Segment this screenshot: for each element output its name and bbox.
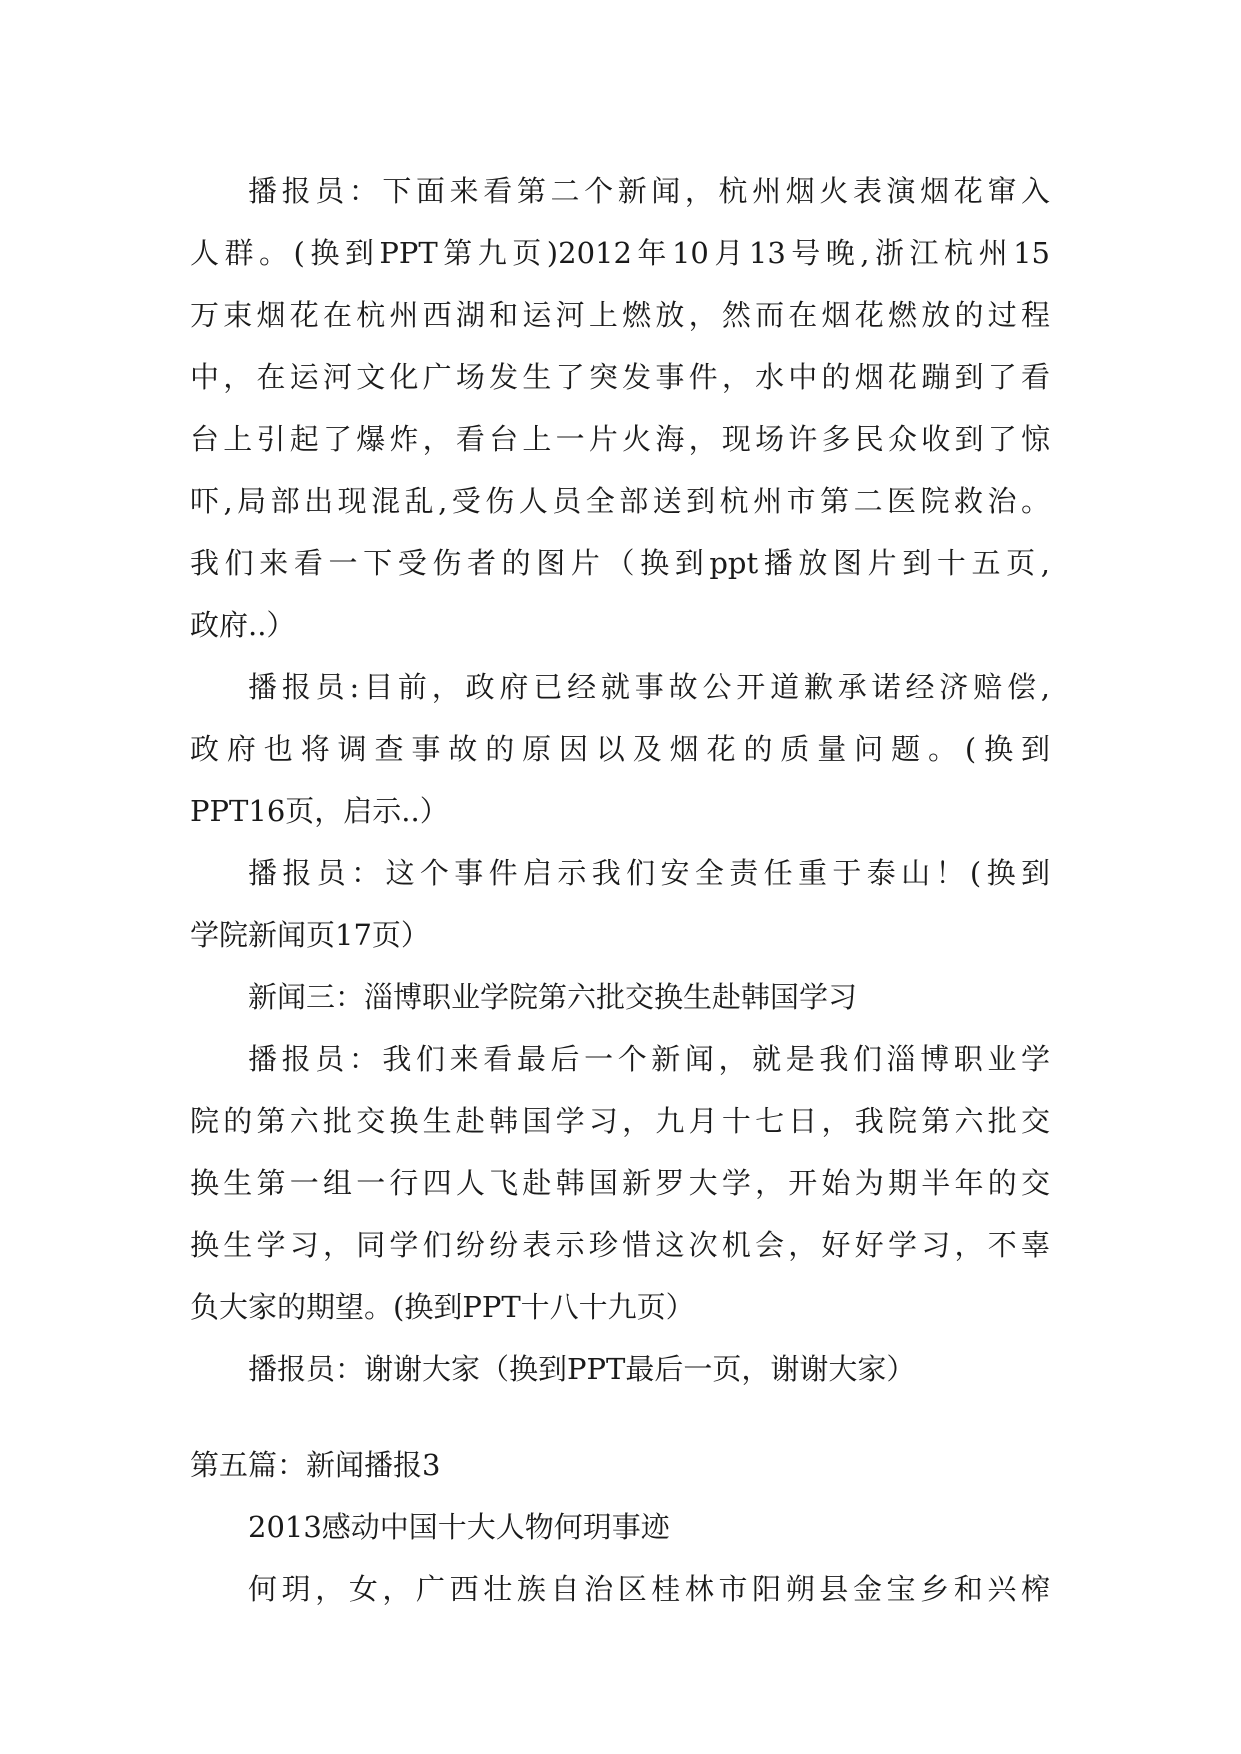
paragraph-section-title [190, 1496, 1050, 1558]
paragraph-government-apology [190, 656, 1050, 842]
paragraph-thanks [190, 1338, 1050, 1400]
paragraph-he-yue-intro [190, 1558, 1050, 1620]
section-gap [190, 1400, 1050, 1434]
text-line: 万束烟花在杭州西湖和运河上燃放，然而在烟花燃放的过程 [190, 298, 1050, 332]
paragraph-fireworks-news [190, 160, 1050, 656]
text-line: 吓,局部出现混乱,受伤人员全部送到杭州市第二医院救治。 [190, 484, 1050, 518]
text-line: 播报员：这个事件启示我们安全责任重于泰山！(换到 [248, 856, 1050, 890]
text-line: 播报员：谢谢大家（换到PPT最后一页，谢谢大家） [248, 1352, 916, 1386]
text-line: 台上引起了爆炸，看台上一片火海，现场许多民众收到了惊 [190, 422, 1050, 456]
text-line: 政府也将调查事故的原因以及烟花的质量问题。(换到 [190, 732, 1050, 766]
text-line: 新闻三：淄博职业学院第六批交换生赴韩国学习 [248, 980, 858, 1014]
text-line: PPT16页，启示..） [190, 794, 449, 828]
paragraph-safety-lesson [190, 842, 1050, 966]
text-line: 播报员：下面来看第二个新闻，杭州烟火表演烟花窜入 [248, 174, 1050, 208]
text-line: 我们来看一下受伤者的图片（换到ppt播放图片到十五页, [190, 546, 1050, 580]
text-line: 中，在运河文化广场发生了突发事件，水中的烟花蹦到了看 [190, 360, 1050, 394]
paragraph-news-three-title [190, 966, 1050, 1028]
text-line: 何玥，女，广西壮族自治区桂林市阳朔县金宝乡和兴榨 [248, 1572, 1050, 1606]
text-line: 人群。(换到PPT第九页)2012年10月13号晚,浙江杭州15 [190, 236, 1050, 270]
text-line: 政府..） [190, 608, 296, 642]
paragraph-exchange-students [190, 1028, 1050, 1338]
text-line: 院的第六批交换生赴韩国学习，九月十七日，我院第六批交 [190, 1104, 1050, 1138]
text-line: 换生第一组一行四人飞赴韩国新罗大学，开始为期半年的交 [190, 1166, 1050, 1200]
text-line: 负大家的期望。(换到PPT十八十九页） [190, 1290, 695, 1324]
text-line: 学院新闻页17页） [190, 918, 430, 952]
text-line: 换生学习，同学们纷纷表示珍惜这次机会，好好学习，不辜 [190, 1228, 1050, 1262]
text-line: 播报员:目前，政府已经就事故公开道歉承诺经济赔偿, [248, 670, 1050, 704]
text-line: 播报员：我们来看最后一个新闻，就是我们淄博职业学 [248, 1042, 1050, 1076]
section-heading: 第五篇：新闻播报3 [190, 1448, 441, 1482]
text-line: 2013感动中国十大人物何玥事迹 [248, 1510, 670, 1544]
document-body [190, 160, 1050, 1620]
